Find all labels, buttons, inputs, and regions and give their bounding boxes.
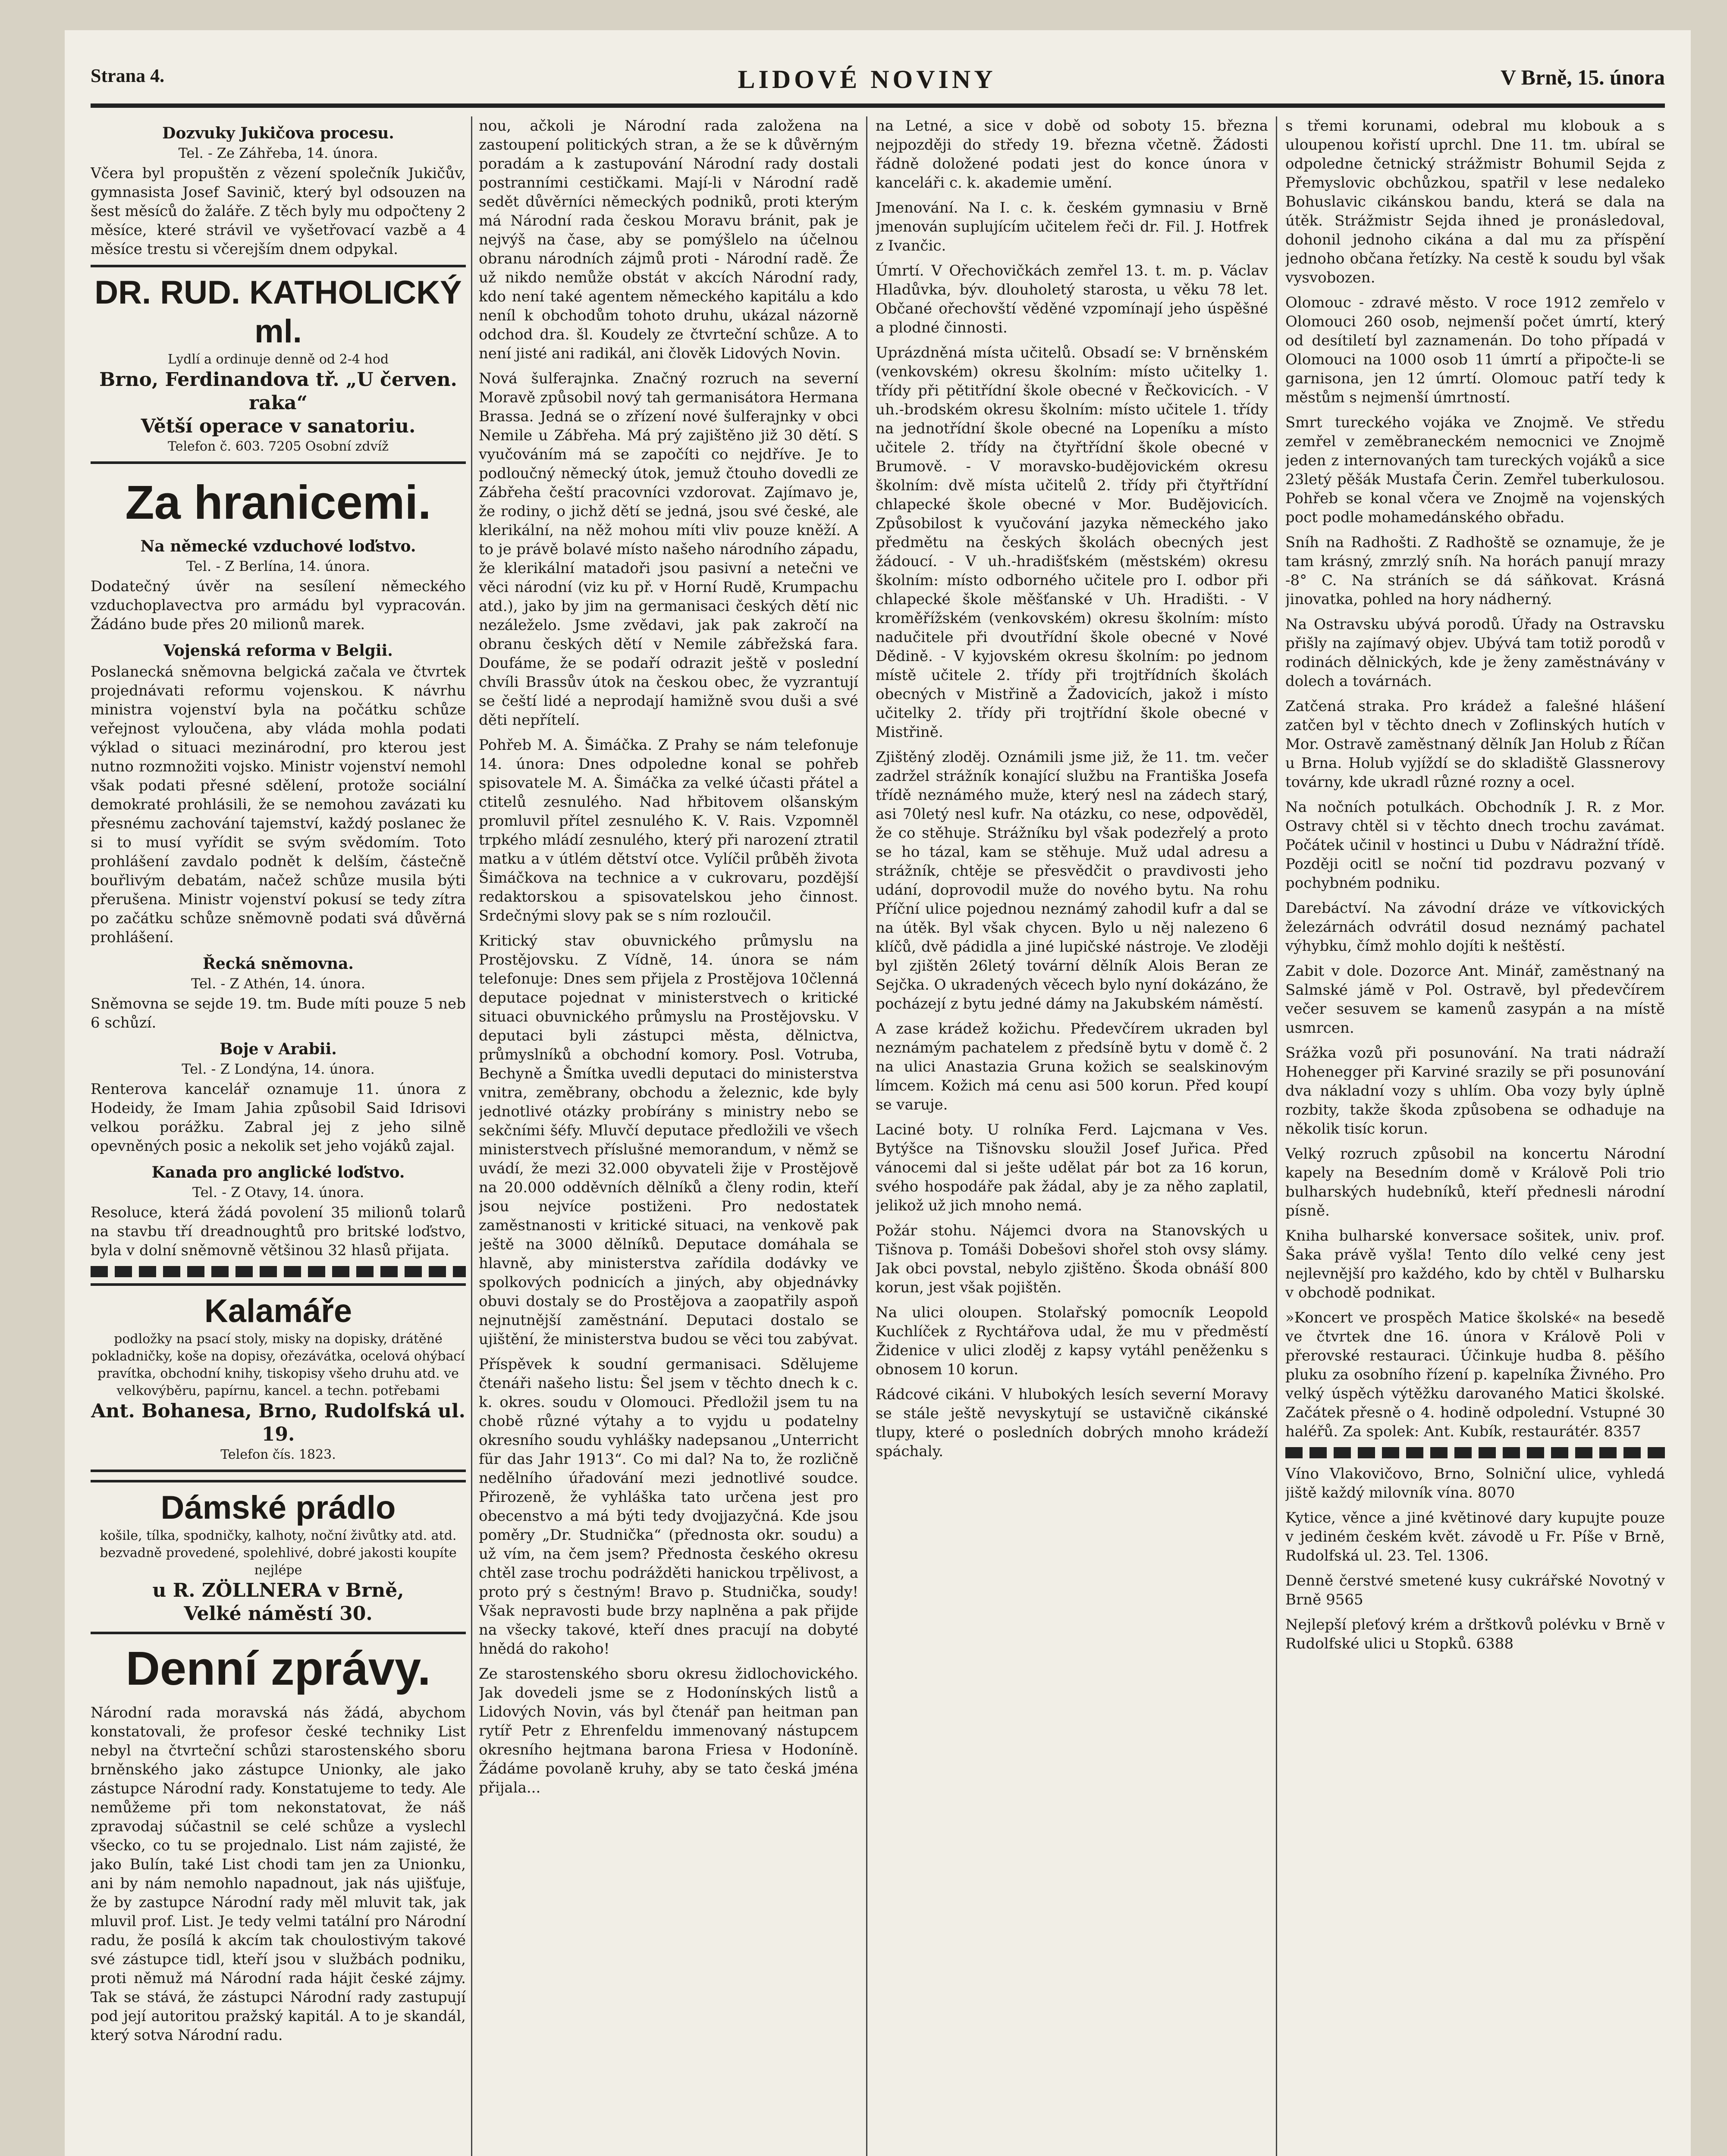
article-text: Pohřeb M. A. Šimáčka. Z Prahy se nám telefonuje 14. února: Dnes odpoledne konal se pohřeb spisovatele M. A. Šimáčka za velké účasti přátel a ctitelů zesnulého. Nad hřbitovem olšanským promluvil přítel zesnulého K. V. Rais. Vzpomněl trpkého mládí zesnulého, který při narození ztratil matku a v útlém dětství otce. Vylíčil průběh života Šimáčkova na technice a v cukrovaru, pozdější redaktorskou a spisovatelskou jeho činnost. Srdečnými slovy pak se s ním rozloučil. xyxy=(479,736,858,924)
ad-address: Velké náměstí 30. xyxy=(184,1603,373,1625)
newspaper-title: LIDOVÉ NOVINY xyxy=(738,65,996,94)
article-heading: Kanada pro anglické loďstvo. xyxy=(151,1163,405,1181)
ad-text: Větší operace v sanatoriu. xyxy=(141,415,416,437)
article-text: Požár stohu. Nájemci dvora na Stanovských u Tišnova p. Tomáši Dobešovi shořel stoh ovsy slámy. Jak obci povstal, nebylo zjištěno. Škoda obnáší 800 korun, jest však pojištěn. xyxy=(876,1222,1268,1296)
dateline: Tel. - Ze Záhřeba, 14. února. xyxy=(178,145,378,161)
ad-headline: Dámské prádlo xyxy=(160,1489,396,1526)
column-4 xyxy=(1285,116,1665,2156)
article-text: Zabit v dole. Dozorce Ant. Minář, zaměstnaný na Salmské jámě v Pol. Ostravě, byl předevčírem večer sesuvem se kamenů zasypán a na místě usmrcen. xyxy=(1285,962,1665,1037)
page-number: Strana 4. xyxy=(91,65,165,86)
advertisement-katholicky xyxy=(91,265,466,464)
article-text: Včera byl propuštěn z vězení společník Jukičův, gymnasista Josef Savinič, který byl odsouzen na šest měsíců do žaláře. Z těch byly mu odpočteny 2 měsíce, které strávil ve vyšetřovací vazbě a 4 měsíce trestu si včerejším dnem odpykal. xyxy=(91,165,466,258)
article-text: Renterova kancelář oznamuje 11. února z Hodeidy, že Imam Jahia způsobil Said Idrisovi velkou porážku. Zabral jej z jeho silně opevněných posic a nekolik set jeho vojáků zajal. xyxy=(91,1081,466,1155)
article-text: Kritický stav obuvnického průmyslu na Prostějovsku. Z Vídně, 14. února se nám telefonuje: Dnes sem přijela z Prostějova 10členná deputace pojednat v ministerstvech o kritické situaci obuvnického průmyslu na Prostějovsku. V deputaci byli zástupci města, dělnictva, průmyslníků a obchodní komory. Posl. Votruba, Bechyně a Šmítka uvedli deputaci do ministerstva vnitra, zeměbrany, obchodu a železnic, kde byly jednotlivé otázky probírány s ministry nebo se sekčními šéfy. Mluvčí deputace předložili ve všech ministerstvech příslušné memorandum, v němž se uvádí, že mezi 32.000 obyvateli žije v Prostějově na 20.000 odděvních dělníků a členy rodin, kteří jsou nejvíce postiženi. Pro nedostatek zaměstnanosti v kritické situaci, na venkově pak ještě na 3000 dělníků. Deputace domáhala se hlavně, aby ministerstva zařídila dodávky ve spolkových podnicích a jiných, aby objednávky obuvi dostaly se do Prostějova a zaopatřily aspoň nejnutnější zaměstnání. Deputaci dostalo se ujištění, že ministerstva budou se věci tou zabývat. xyxy=(479,932,858,1348)
ad-headline: Kalamáře xyxy=(204,1293,352,1329)
classified-ad: Nejlepší pleťový krém a drštkovů polévku v Brně v Rudolfské ulici u Stopků. 6388 xyxy=(1285,1616,1665,1652)
dateline: Tel. - Z Berlína, 14. února. xyxy=(186,558,371,574)
article-text: Na Ostravsku ubývá porodů. Úřady na Ostravsku přišly na zajímavý objev. Ubývá tam totiž porodů v rodinách dělnických, kde je ženy zaměstnávány v dolech a továrnách. xyxy=(1285,616,1665,690)
article-heading: Řecká sněmovna. xyxy=(203,955,354,973)
ad-text: košile, tílka, spodničky, kalhoty, noční živůtky atd. atd. bezvadně provedené, spolehlivé, dobré jakosti koupíte nejlépe xyxy=(100,1528,457,1578)
divider xyxy=(1285,1447,1665,1458)
article-text: Dodatečný úvěr na sesílení německého vzduchoplavectva pro armádu byl vypracován. Žádáno bude přes 20 milionů marek. xyxy=(91,578,466,633)
article-text: s třemi korunami, odebral mu klobouk a s uloupenou kořistí uprchl. Dne 11. tm. ubíral se odpoledne četnický strážmistr Bohumil Sejda z Přemyslovic obchůzkou, spatřil v lese nedaleko Bohuslavic cikánskou bandu, která se dala na útěk. Strážmistr Sejda ihned je pronásledoval, dohonil jednoho cikána a dal mu za příspění jednoho občana řetízky. Na cestě k soudu byl však vysvobozen. xyxy=(1285,117,1665,286)
divider xyxy=(91,1266,466,1277)
section-heading: Za hranicemi. xyxy=(125,476,431,529)
article-text: Kniha bulharské konversace sošitek, univ. prof. Šaka právě vyšla! Tento dílo velké ceny jest nejlevnější pro každého, kdo by chtěl v Bulharsku v obchodě podnikat. xyxy=(1285,1227,1665,1301)
article-text: Srážka vozů při posunování. Na trati nádraží Hohenegger při Karviné srazily se při posunování dva nákladní vozy s uhlím. Oba vozy byly úplně rozbity, takže škoda způsobena se odhaduje na několik tisíc korun. xyxy=(1285,1044,1665,1138)
column-2 xyxy=(479,116,858,2156)
dateline: Tel. - Z Otavy, 14. února. xyxy=(192,1184,364,1200)
dateline: Tel. - Z Athén, 14. února. xyxy=(191,975,365,992)
ad-text: Telefon č. 603. 7205 Osobní zdvíž xyxy=(168,439,389,454)
ad-firm: u R. ZÖLLNERA v Brně, xyxy=(152,1579,404,1601)
article-text: Smrt tureckého vojáka ve Znojmě. Ve středu zemřel v zeměbraneckém nemocnici ve Znojmě jeden z internovaných tam tureckých vojáků a sice 23letý pěšák Mustafa Čerin. Zemřel tuberkulosou. Pohřeb se konal včera ve Znojmě na vojenských poct podle mohamedánského obřadu. xyxy=(1285,414,1665,526)
article-heading: Boje v Arabii. xyxy=(220,1040,337,1058)
newspaper-page xyxy=(65,30,1691,2156)
classified-ad: Víno Vlakovičovo, Brno, Solniční ulice, vyhledá jiště každý milovník vína. 8070 xyxy=(1285,1465,1665,1501)
article-text: Laciné boty. U rolníka Ferd. Lajcmana v Ves. Bytýšce na Tišnovsku sloužil Josef Juřica. Před vánocemi dal si ješte udělat pár bot za 16 korun, svého hospodáře pak žádal, aby je za něho zaplatil, jelikož už jich mnoho nemá. xyxy=(876,1121,1268,1214)
article-text: Sníh na Radhošti. Z Radhoště se oznamuje, že je tam krásný, zmrzlý sníh. Na horách panují mrazy -8° C. Na stráních se dá sáňkovat. Krásná jinovatka, pohled na hory nádherný. xyxy=(1285,534,1665,608)
ad-phone: Telefon čís. 1823. xyxy=(220,1447,336,1462)
article-text: Darebáctví. Na závodní dráze ve vítkovických železárnách odvrátil dosud neznámý pachatel výhybku, čímž mohlo dojíti k neštěstí. xyxy=(1285,899,1665,955)
article-text: Uprázdněná místa učitelů. Obsadí se: V brněnském (venkovském) okresu školním: místo učitelky 1. třídy při pětitřídní škole obecné v Řečkovicích. - V uh.-brodském okresu školním: místo učitele 1. třídy na jednotřídní škole obecné na Lopeníku a místo učitele 2. třídy na čtyřtřídní škole obecné v Brumově. - V moravsko-budějovickém okresu školním: dvě místa učitelů 2. třídy při čtyřtřídní chlapecké škole obecné v Mor. Budějovicích. Způsobilost k vyučování jazyka německého jako předmětu na českých školách obecných jest žádoucí. - V uh.-hradišťském (městském) okresu školním: místo odborného učitele pro I. odbor při chlapecké škole měšťanské v Uh. Hradišti. - V kroměřížském (venkovském) okresu školním: místo nadučitele při dvoutřídní škole obecné v Nové Dědině. - V kyjovském okresu školním: po jednom místě učitele 2. třídy při trojtřídních školách obecných v Mistřině a Žadovicích, jakož i místo učitelky 2. třídy při trojtřídní škole obecné v Mistřině. xyxy=(876,344,1268,741)
article-text: Jmenování. Na I. c. k. českém gymnasiu v Brně jmenován suplujícím učitelem řeči dr. Fil. J. Hotfrek z Ivančic. xyxy=(876,199,1268,254)
article-heading: Na německé vzduchové loďstvo. xyxy=(140,537,416,555)
advertisement-pradlo xyxy=(91,1480,466,1634)
article-text: Úmrtí. V Ořechovičkách zemřel 13. t. m. p. Václav Hladůvka, býv. dlouholetý starosta, u věku 78 let. Občané ořechovští věděné vzpomínají jeho úspěšné a plodné činnosti. xyxy=(876,262,1268,336)
advertisement-kalamare xyxy=(91,1283,466,1472)
column-rule xyxy=(1276,116,1277,2156)
column-rule xyxy=(866,116,867,2156)
article-text: A zase krádež kožichu. Předevčírem ukraden byl neznámým pachatelem z předsíně bytu v domě č. 2 na ulici Anastazia Gruna kožich se sealskinovým límcem. Kožich má cenu asi 500 korun. Před koupí se varuje. xyxy=(876,1020,1268,1113)
column-3 xyxy=(876,116,1268,2156)
article-text: »Koncert ve prospěch Matice školské« na besedě ve čtvrtek dne 16. února v Králově Poli v přerovské restauraci. Účinkuje hudba 8. pěšího pluku za osobního řízení p. kapelníka Živného. Pro velký úspěch výtěžku darovaného Matici školské. Začátek přesně o 4. hodině odpolední. Vstupné 30 haléřů. Za spolek: Ant. Kubík, restaurátér. 8357 xyxy=(1285,1309,1665,1440)
ad-headline: DR. RUD. KATHOLICKÝ ml. xyxy=(94,274,462,350)
article-text: Sněmovna se sejde 19. tm. Bude míti pouze 5 neb 6 schůzí. xyxy=(91,995,466,1031)
article-text: Nová šulferajnka. Značný rozruch na severní Moravě způsobil nový tah germanisátora Hermana Brassa. Jedná se o zřízení nové šulferajnky v obci Nemile u Zábřeha. Má prý zajištěno již 30 dětí. S vyučováním má se započíti co nejdříve. Je to podloučný německý útok, jemuž čtouho dovedli ze Zábřeha čeští pracovníci vzdorovat. Zajímavo je, že rodiny, o jichž dětí se jedná, jsou své české, ale klerikální, na něž mohou míti vliv pouze kněží. A to je právě bolavé místo našeho národního západu, že klerikální matadoři jsou pasivní a netečni ve věci národní (viz ku př. v Horní Rudě, Krumpachu atd.), jako by jim na germanisaci českých dětí nic nezáleželo. Jsme zvědavi, jak pak zakročí na obranu českých dětí v Nemile zábřežská fara. Doufáme, že se podaří odrazit ještě v poslední chvíli Brassův útok na českou obec, že vyzrantují se čeští lidé a neprodají hamižně svou duši a své děti nepřítelí. xyxy=(479,370,858,729)
ad-text: podložky na psací stoly, misky na dopisky, drátěné pokladničky, koše na dopisy, ořezávátka, ocelová ohýbací pravítka, obchodní knihy, tiskopisy všeho druhu atd. ve velkovýběru, papírnu, kancel. a techn. potřebami xyxy=(91,1332,465,1398)
article-text: Velký rozruch způsobil na koncertu Národní kapely na Besedním domě v Králově Poli trio bulharských hudebníků, kteří přednesli národní písně. xyxy=(1285,1145,1665,1219)
article-text: Zjištěný zloděj. Oznámili jsme již, že 11. tm. večer zadržel strážník konající službu na Františka Josefa třídě neznámého muže, který nesl na zádech starý, asi 70letý nesl kufr. Na otázku, co nese, odpověděl, že co stěhuje. Strážníku byl však podezřelý a proto se ho tázal, kam se stěhuje. Muž udal adresu a strážník, chtěje se přesvědčit o pravdivosti jeho udání, doprovodil muže do nového bytu. Na rohu Příční ulice pojednou neznámý zahodil kufr a dal se na útěk. Byl však chycen. Bylo u něj nalezeno 6 klíčů, dvě pádidla a jiné lupičské nástroje. Ve zloději byl zjištěn 26letý tovární dělník Alois Beran ze Sejčka. O ukradených věcech bylo nyní dokázáno, že pocházejí z bytu jedné dámy na Jakubském náměstí. xyxy=(876,749,1268,1012)
classified-ad: Kytice, věnce a jiné květinové dary kupujte pouze v jediném českém květ. závodě u Fr. Píše v Brně, Rudolfská ul. 23. Tel. 1306. xyxy=(1285,1509,1665,1564)
article-text: Příspěvek k soudní germanisaci. Sdělujeme čtenáři našeho listu: Šel jsem v těchto dnech k c. k. okres. soudu v Olomouci. Předložil jsem tu na chobě různé výtahy a to vyjdu u podatelny okresního soudu vyhlášky nadepsanou „Unterricht für das Jahr 1913“. Co mi dal? Na to, že rozličně nedělního úřadování mezi jednotlivé soudce. Přirozeně, že vyhláška tato určena jest pro obecenstvo a má býti tedy dvojjazyčná. Kde jsou poměry „Dr. Studnička“ (přednosta okr. soudu) a už vím, na čem jsem? Přednosta českého okresu chtěl zase trochu podrážděti hanickou trpělivost, a proto prý s čestným! Bravo p. Studnička, soudy! Však nepravosti bude brzy naplněna a pak přijde na všecky takové, kteří dnes pracují na dobyté hnědá do rakoho! xyxy=(479,1356,858,1658)
section-heading: Denní zprávy. xyxy=(126,1642,431,1695)
article-heading: Vojenská reforma v Belgii. xyxy=(163,642,393,660)
article-text: Na ulici oloupen. Stolařský pomocník Leopold Kuchlíček z Rychtářova udal, že mu v předměstí Židenice v ulici zloděj z kapsy vytáhl peněženku s obnosem 10 korun. xyxy=(876,1304,1268,1378)
article-text: Na nočních potulkách. Obchodník J. R. z Mor. Ostravy chtěl si v těchto dnech trochu zavámat. Počátek učinil v hostinci u Dubu v Nádražní třídě. Později ocitl se noční tid pozdravu pozvaný v pochybném podniku. xyxy=(1285,799,1665,892)
article-text: Ze starostenského sboru okresu židlochovického. Jak dovedeli jsme se z Hodonínských listů a Lidových Novin, vás byl čtenář pan heitman pan rytíř Petr z Ehrenfeldu immenovaný nástupcem okresního hejtmana barona Friesa v Hodoníně. Žádáme povolaně kruhy, aby se tato česká jména přijala... xyxy=(479,1665,858,1796)
masthead xyxy=(91,52,1665,108)
article-text: Rádcové cikáni. V hlubokých lesích severní Moravy se stále ještě nevyskytují se ustavičně cikánské tlupy, které o posledních dobrých mnoho krádeží spáchaly. xyxy=(876,1386,1268,1460)
article-text: Poslanecká sněmovna belgická začala ve čtvrtek projednávati reformu vojenskou. K návrhu ministra vojenství byla na počátku schůze veřejnost vyloučena, aby vláda mohla podati výklad o situaci mezinárodní, pro kterou jest nutno rozmnožiti vojsko. Ministr vojenství nemohl však podati přesné sdělení, protože sociální demokraté prohlásili, že se nemohou zavázati ku přesnému zachování tajemství, každý poslanec že si to musí vyřídit se svým svědomím. Toto prohlášení zavdalo podnět k delším, částečně bouřlivým debatám, načež schůze musila býti přerušena. Ministr vojenství pokusí se tedy zítra po začátku schůze sněmovně podati svá důvěrná prohlášení. xyxy=(91,663,466,946)
article-text: nou, ačkoli je Národní rada založena na zastoupení politických stran, a že se k důvěrným poradám a k zastupování Národní rady dostali postranními cestičkami. Mají-li v Národní radě sedět důvěrníci německých podniků, proti kterým má Národní rada českou Moravu bránit, pak je nejvýš na čase, aby se pomýšlelo na účelnou obranu národních zájmů proti - Národní radě. Že už nikdo nemůže obstát v akcích Národní rady, kdo není také agentem německého kapitálu a kdo neníl k obchodům tohoto druhu, ukázal názorně odchod dra. šl. Koudely ze čtvrteční schůze. A to není jisté ani radikál, ani člověk Lidových Novin. xyxy=(479,117,858,362)
ad-address: Ant. Bohanesa, Brno, Rudolfská ul. 19. xyxy=(91,1400,465,1445)
classified-ad: Denně čerstvé smetené kusy cukrářské Novotný v Brně 9565 xyxy=(1285,1572,1665,1608)
article-text: na Letné, a sice v době od soboty 15. března nejpozději do středy 19. března včetně. Žádosti řádně doložené podati jest do konce února v kanceláři c. k. akademie umění. xyxy=(876,117,1268,191)
article-text: Resoluce, která žádá povolení 35 milionů tolarů na stavbu tří dreadnoughtů pro britské loďstvo, byla v dolní sněmovně většinou 32 hlasů přijata. xyxy=(91,1204,466,1259)
article-heading: Dozvuky Jukičova procesu. xyxy=(162,124,394,142)
column-rule xyxy=(471,116,472,2156)
ad-text: Lydlí a ordinuje denně od 2-4 hod xyxy=(167,352,389,367)
article-text: Olomouc - zdravé město. V roce 1912 zemřelo v Olomouci 260 osob, nejmenší počet úmrtí, který od desítiletí byl zaznamenán. Do toho případá v Olomouci na 1000 osob 11 úmrtí a připočte-li se garnisona, jen 12 úmrtí. Olomouc patří tedy k městům s nejmenší úmrtností. xyxy=(1285,294,1665,406)
column-1 xyxy=(91,116,466,2156)
dateline: Tel. - Z Londýna, 14. února. xyxy=(182,1061,375,1077)
article-text: Zatčená straka. Pro krádež a falešné hlášení zatčen byl v těchto dnech v Zoflinských hutích v Mor. Ostravě zaměstnaný dělník Jan Holub z Říčan u Brna. Holub vyjíždí se do skladiště Glassnerovy továrny, kde ukradl různé rozny a ocel. xyxy=(1285,698,1665,791)
issue-date: V Brně, 15. února xyxy=(1500,65,1665,89)
article-text: Národní rada moravská nás žádá, abychom konstatovali, že profesor české techniky List nebyl na čtvrteční schůzi starostenského sboru brněnského jako zástupce Unionky, ale jako zástupce Národní rady. Konstatujeme to tedy. Ale nemůžeme při tom nekonstatovat, že náš zpravodaj súčastnil se celé schůze a vyslechl všecko, co tu se projednalo. List nám zajisté, že jako Bulín, také List chodi tam jen za Unionku, ani by nám nemohlo napadnout, jak nás ujišťuje, že by zastupce Národní rady měl mluvit tak, jak mluvil prof. List. Je tedy velmi tatální pro Národní radu, že posílá k akcím tak choulostivým takové své zástupce tidl, kteří jsou v službách podniku, proti němuž má Národní rada hájit české zájmy. Tak se stává, že zástupci Národní rady zastupují pod její autoritou pražský kapitál. A to je skandál, který sotva Národní radu. xyxy=(91,1704,466,2044)
ad-text: Brno, Ferdinandova tř. „U červen. raka“ xyxy=(99,369,457,414)
